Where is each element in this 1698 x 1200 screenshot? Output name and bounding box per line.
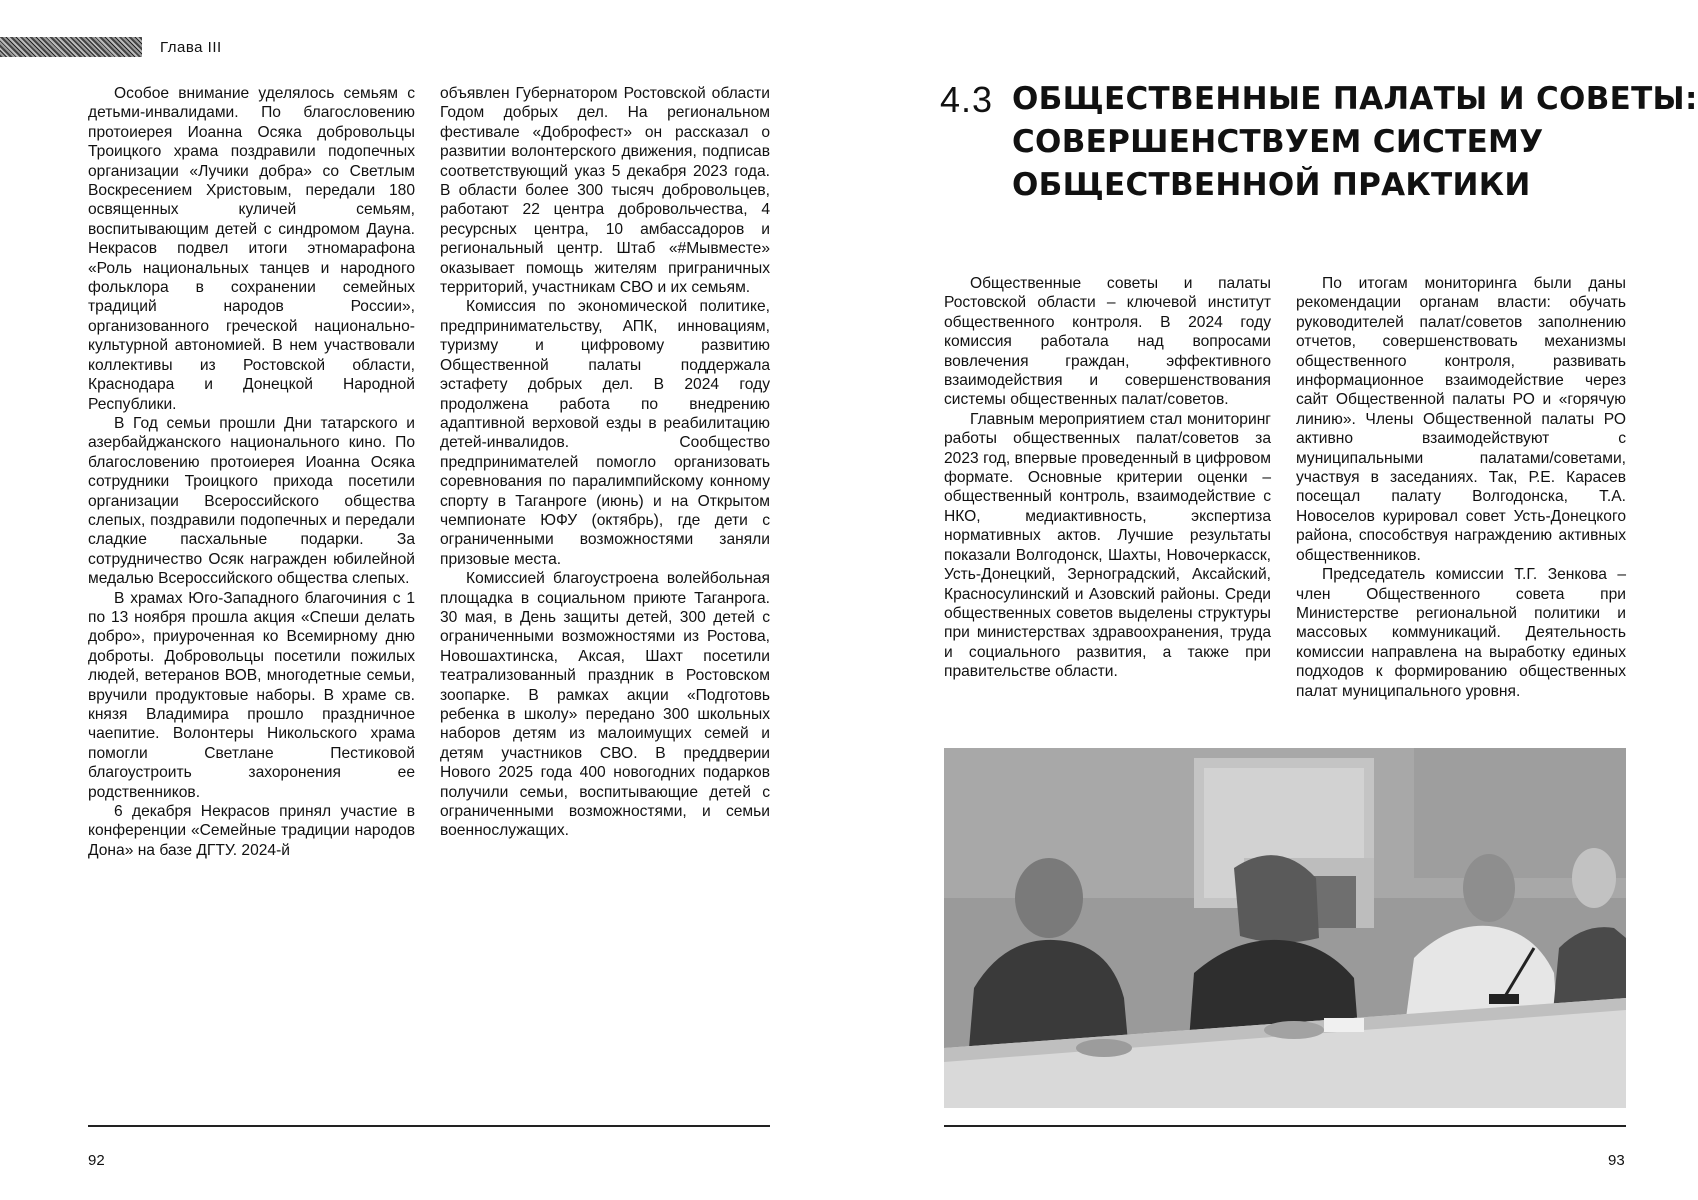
paragraph: В Год семьи прошли Дни татарского и азербайджанского национального кино. По благословению протоиерея Иоанна Осяка сотрудники Троицкого прихода посетили организации Всероссийского общества слепых, поздравили подопечных и передали сладкие пасхальные подарки. За сотрудничество Осяк награжден юбилейной медалью Всероссийского общества слепых. [88, 414, 415, 588]
meeting-photo-illustration [944, 748, 1626, 1108]
right-page-column-2 [1296, 274, 1626, 701]
page-number-left: 92 [88, 1152, 105, 1169]
section-title-line: ОБЩЕСТВЕННОЙ ПРАКТИКИ [1012, 167, 1531, 203]
paragraph: Общественные советы и палаты Ростовской области – ключевой институт общественного контроля. В 2024 году комиссия работала над вопросами вовлечения граждан, эффективного взаимодействия и совершенствования системы общественных палат/советов. [944, 275, 1271, 409]
section-title-line: СОВЕРШЕНСТВУЕМ СИСТЕМУ [1012, 124, 1544, 160]
section-title-line: ОБЩЕСТВЕННЫЕ ПАЛАТЫ И СОВЕТЫ: [1012, 81, 1698, 117]
left-page-column-2 [440, 84, 770, 841]
meeting-photo [944, 748, 1626, 1108]
paragraph: Особое внимание уделялось семьям с детьми-инвалидами. По благословению протоиерея Иоанна Осяка добровольцы Троицкого храма поздравили подопечных организации «Лучики добра» со Светлым Воскресением Христовым, передали 180 освященных куличей семьям, воспитывающим детей с синдромом Дауна. Некрасов подвел итоги этномарафона «Роль национальных танцев и народного фольклора в сохранении семейных традиций народов России», организованного греческой национально-культурной автономией. В нем участвовали коллективы из Ростовской области, Краснодара и Донецкой Народной Республики. [88, 85, 415, 413]
paragraph: Председатель комиссии Т.Г. Зенкова – член Общественного совета при Министерстве региональной политики и массовых коммуникаций. Деятельность комиссии направлена на выработку единых подходов к формированию общественных палат муниципального уровня. [1296, 566, 1626, 700]
paragraph: По итогам мониторинга были даны рекомендации органам власти: обучать руководителей палат/советов заполнению отчетов, совершенствовать механизмы общественного контроля, развивать информационное взаимодействие через сайт Общественной палаты РО и «горячую линию». Члены Общественной палаты РО активно взаимодействуют с муниципальными палатами/советами, участвуя в заседаниях. Так, Р.Е. Карасев посещал палату Волгодонска, Т.А. Новоселов курировал совет Усть-Донецкого района, способствуя награждению активных общественников. [1296, 275, 1626, 564]
chapter-label: Глава III [160, 38, 222, 56]
footer-rule-left [88, 1125, 770, 1127]
decorative-header-bar [0, 37, 142, 57]
running-head [0, 36, 222, 58]
right-page-column-1 [944, 274, 1271, 682]
paragraph: Главным мероприятием стал мониторинг работы общественных палат/советов за 2023 год, впервые проведенный в цифровом формате. Основные критерии оценки – общественный контроль, взаимодействие с НКО, медиактивность, экспертиза нормативных актов. Лучшие результаты показали Волгодонск, Шахты, Новочеркасск, Усть-Донецкий, Зерноградский, Аксайский, Красносулинский и Азовский районы. Среди общественных советов выделены структуры при министерствах здравоохранения, труда и социального развития, а также при правительстве области. [944, 410, 1271, 681]
footer-rule-right [944, 1125, 1626, 1127]
section-title [1012, 78, 1698, 207]
section-number: 4.3 [940, 79, 994, 120]
paragraph: Комиссией благоустроена волейбольная площадка в социальном приюте Таганрога. 30 мая, в День защиты детей, 300 детей с ограниченными возможностями из Ростова, Новошахтинска, Аксая, Шахт посетили театрализованный праздник в Ростовском зоопарке. В рамках акции «Подготовь ребенка в школу» передано 300 школьных наборов детям из малоимущих семей и детям участников СВО. В преддверии Нового 2025 года 400 новогодних подарков получили семьи, воспитывающие детей с ограниченными возможностями, и семьи военнослужащих. [440, 570, 770, 840]
left-page-column-1 [88, 84, 415, 860]
paragraph-continuation: объявлен Губернатором Ростовской области Годом добрых дел. На региональном фестивале «Доброфест» он рассказал о развитии волонтерского движения, подписав соответствующий указ 5 декабря 2023 года. В области более 300 тысяч добровольцев, работают 22 центра добровольчества, 4 ресурсных центра, 10 амбассадоров и региональный центр. Штаб «#Мывместе» оказывает помощь жителям приграничных территорий, участникам СВО и их семьям. [440, 85, 770, 297]
paragraph: В храмах Юго-Западного благочиния с 1 по 13 ноября прошла акция «Спеши делать добро», приуроченная ко Всемирному дню доброты. Добровольцы посетили пожилых людей, ветеранов ВОВ, многодетные семьи, вручили продуктовые наборы. В храме св. князя Владимира прошло праздничное чаепитие. Волонтеры Никольского храма помогли Светлане Пестиковой благоустроить захоронения ее родственников. [88, 589, 415, 801]
page-number-right: 93 [1608, 1152, 1625, 1169]
paragraph: Комиссия по экономической политике, предпринимательству, АПК, инновациям, туризму и цифровому развитию Общественной палаты поддержала эстафету добрых дел. В 2024 году продолжена работа по внедрению адаптивной верховой езды в реабилитацию детей-инвалидов. Сообщество предпринимателей помогло организовать соревнования по паралимпийскому конному спорту в Таганроге (июнь) и на Открытом чемпионате ЮФУ (октябрь), где дети с ограниченными возможностями заняли призовые места. [440, 298, 770, 568]
paragraph: 6 декабря Некрасов принял участие в конференции «Семейные традиции народов Дона» на базе ДГТУ. 2024-й [88, 803, 415, 859]
